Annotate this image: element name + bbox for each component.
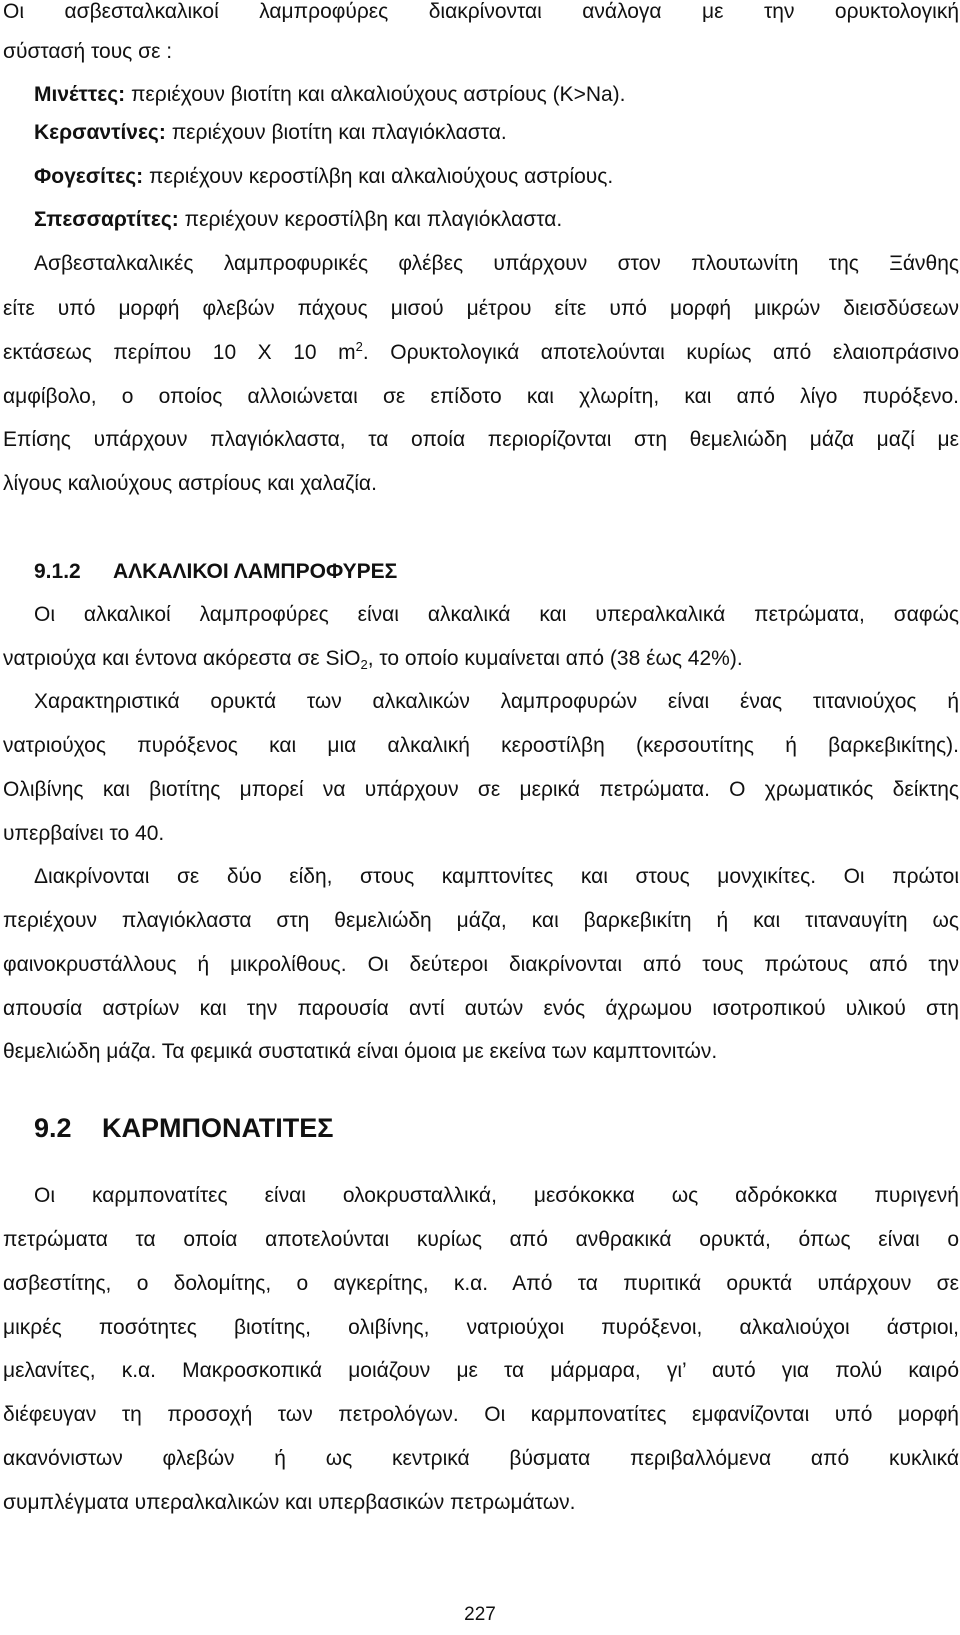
- type-desc: περιέχουν βιοτίτη και πλαγιόκλαστα.: [165, 121, 507, 144]
- s912-p2-line-1: Χαρακτηριστικά ορυκτά των αλκαλικών λαμπροφυρών είναι ένας τιτανιούχος ή: [34, 690, 959, 713]
- s912-p2-line-4: υπερβαίνει το 40.: [3, 822, 165, 845]
- type-desc: περιέχουν κεροστίλβη και αλκαλιούχους αστρίους.: [143, 165, 614, 188]
- type-name: Σπεσσαρτίτες:: [34, 208, 179, 231]
- s912-p1-line-1: Οι αλκαλικοί λαμπροφύρες είναι αλκαλικά και υπεραλκαλικά πετρώματα, σαφώς: [34, 603, 959, 626]
- s92-p1-line-2: πετρώματα τα οποία αποτελούνται κυρίως από ανθρακικά ορυκτά, όπως είναι ο: [3, 1228, 959, 1251]
- p1-line-1: Ασβεσταλκαλικές λαμπροφυρικές φλέβες υπάρχουν στον πλουτωνίτη της Ξάνθης: [34, 252, 959, 275]
- type-item-minettes: [34, 80, 959, 110]
- section-number: 9.2: [34, 1113, 72, 1143]
- type-item-kersantites: [34, 118, 959, 148]
- s912-p3-line-3: φαινοκρυστάλλους ή μικρολίθους. Οι δεύτεροι διακρίνονται από τους πρώτους από την: [3, 953, 959, 976]
- type-name: Φογεσίτες:: [34, 165, 144, 188]
- type-desc: περιέχουν βιοτίτη και αλκαλιούχους αστρίους (K>Na).: [125, 83, 626, 106]
- type-item-vogesites: [34, 162, 959, 192]
- s92-p1-line-1: Οι καρμπονατίτες είναι ολοκρυσταλλικά, μεσόκοκκα ως αδρόκοκκα πυριγενή: [34, 1184, 959, 1207]
- section-number: 9.1.2: [34, 560, 81, 583]
- p1-line-6: λίγους καλιούχους αστρίους και χαλαζία.: [3, 472, 377, 495]
- s92-p1-line-3: ασβεστίτης, ο δολομίτης, ο αγκερίτης, κ.α. Από τα πυριτικά ορυκτά υπάρχουν σε: [3, 1272, 959, 1295]
- s912-p3-line-4: απουσία αστρίων και την παρουσία αντί αυτών ενός άχρωμου ισοτροπικού υλικού στη: [3, 997, 959, 1020]
- p1-line-2: είτε υπό μορφή φλεβών πάχους μισού μέτρου είτε υπό μορφή μικρών διεισδύσεων: [3, 297, 959, 320]
- p1-line-3: εκτάσεως περίπου 10 Χ 10 $m^2$. Ορυκτολογικά αποτελούνται κυρίως από ελαιοπράσινο: [3, 339, 960, 364]
- type-item-spessartites: [34, 205, 959, 235]
- s912-p1-line-2: νατριούχα και έντονα ακόρεστα σε SiO$_2$, το οποίο κυμαίνεται από (38 έως 42%).: [3, 647, 743, 672]
- section-912-heading: [34, 557, 397, 587]
- type-name: Μινέττες:: [34, 83, 126, 106]
- s912-p2-line-2: νατριούχος πυρόξενος και μια αλκαλική κεροστίλβη (κερσουτίτης ή βαρκεβικίτης).: [3, 734, 959, 757]
- section-title: ΑΛΚΑΛΙΚΟΙ ΛΑΜΠΡΟΦΥΡΕΣ: [113, 560, 398, 583]
- s912-p3-line-5: θεμελιώδη μάζα. Τα φεμικά συστατικά είναι όμοια με εκείνα των καμπτονιτών.: [3, 1040, 718, 1063]
- type-desc: περιέχουν κεροστίλβη και πλαγιόκλαστα.: [178, 208, 563, 231]
- section-title: ΚΑΡΜΠΟΝΑΤΙΤΕΣ: [102, 1113, 334, 1143]
- s912-p3-line-1: Διακρίνονται σε δύο είδη, στους καμπτονίτες και στους μονχικίτες. Οι πρώτοι: [34, 865, 959, 888]
- s912-p2-line-3: Ολιβίνης και βιοτίτης μπορεί να υπάρχουν σε μερικά πετρώματα. Ο χρωματικός δείκτης: [3, 778, 959, 801]
- p1-line-5: Επίσης υπάρχουν πλαγιόκλαστα, τα οποία περιορίζονται στη θεμελιώδη μάζα μαζί με: [3, 428, 959, 451]
- section-92-heading: [34, 1110, 333, 1146]
- s912-p3-line-2: περιέχουν πλαγιόκλαστα στη θεμελιώδη μάζα, και βαρκεβικίτη ή και τιταναυγίτη ως: [3, 909, 959, 932]
- p1-line-4: αμφίβολο, ο οποίος αλλοιώνεται σε επίδοτο και χλωρίτη, και από λίγο πυρόξενο.: [3, 385, 959, 408]
- type-name: Κερσαντίνες:: [34, 121, 166, 144]
- s92-p1-line-4: μικρές ποσότητες βιοτίτης, ολιβίνης, νατριούχοι πυρόξενοι, αλκαλιούχοι άστριοι,: [3, 1316, 959, 1339]
- s92-p1-line-5: μελανίτες, κ.α. Μακροσκοπικά μοιάζουν με τα μάρμαρα, γι’ αυτό για πολύ καιρό: [3, 1359, 959, 1382]
- intro-line-2: σύστασή τους σε :: [3, 40, 173, 63]
- intro-line-1: Οι ασβεσταλκαλικοί λαμπροφύρες διακρίνονται ανάλογα με την ορυκτολογική: [3, 0, 959, 23]
- s92-p1-line-8: συμπλέγματα υπεραλκαλικών και υπερβασικών πετρωμάτων.: [3, 1491, 576, 1514]
- page-number: 227: [464, 1604, 496, 1625]
- s92-p1-line-6: διέφευγαν τη προσοχή των πετρολόγων. Οι καρμπονατίτες εμφανίζονται υπό μορφή: [3, 1403, 959, 1426]
- s92-p1-line-7: ακανόνιστων φλεβών ή ως κεντρικά βύσματα περιβαλλόμενα από κυκλικά: [3, 1447, 959, 1470]
